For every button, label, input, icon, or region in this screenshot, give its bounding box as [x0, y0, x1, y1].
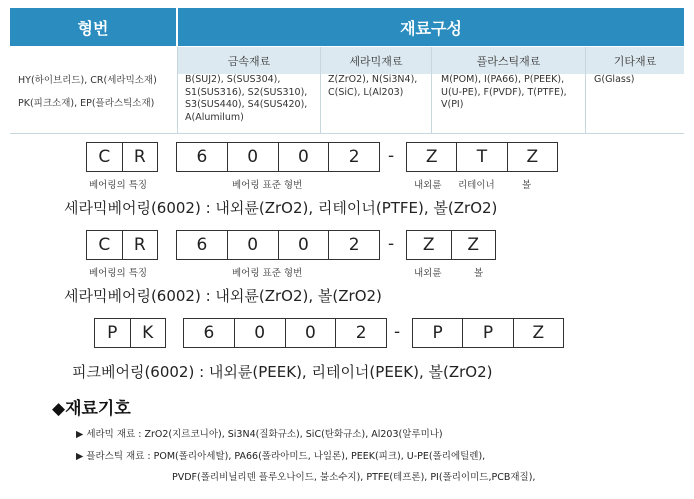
code2-number-box: [176, 230, 380, 260]
code3-prefix-box: [94, 318, 166, 348]
code-char: 6: [177, 143, 228, 171]
subheader-metal: 금속재료: [178, 47, 320, 74]
plastic-cell: [441, 74, 585, 132]
code-char: K: [142, 323, 154, 343]
table-bottom-border: [10, 133, 684, 134]
model-line: HY(하이브리드), CR(세라믹소재): [18, 75, 157, 86]
code-char: 6: [177, 231, 228, 259]
code-char: 0: [228, 231, 279, 259]
material-header: 재료구성: [178, 8, 684, 46]
code-dash: -: [388, 146, 395, 166]
code-dash: -: [394, 322, 401, 342]
other-cell: [594, 74, 684, 132]
code3-number-box: [183, 318, 387, 348]
code-char: 2: [348, 235, 360, 255]
subheader-other: 기타재료: [586, 47, 684, 74]
symbols-title: ◆재료기호: [52, 399, 131, 419]
symbols-item-plastic-continued: PVDF(폴리비닐리덴 플루오나이드, 불소수지), PTFE(테프론), PI(폴리이미드,PCB재질),: [172, 472, 536, 483]
code-char: Z: [526, 147, 539, 167]
other-line: G(Glass): [594, 74, 635, 85]
caption-suffix-2: 볼: [474, 268, 484, 279]
code2-suffix-box: [406, 230, 496, 260]
code2-prefix-box: [86, 230, 158, 260]
model-subheader-blank: [10, 47, 176, 74]
code1-suffix-box: [406, 142, 558, 172]
metal-line: A(Alumilum): [185, 111, 244, 123]
code-char: P: [463, 319, 513, 347]
code-char: Z: [407, 231, 452, 259]
code1-description: 세라믹베어링(6002) : 내외륜(ZrO2), 리테이너(PTFE), 볼(ZrO2): [64, 199, 498, 217]
table-divider: [431, 47, 432, 133]
subheader-plastic: 플라스틱재료: [432, 47, 585, 74]
ceramic-line: C(SiC), L(Al203): [328, 86, 404, 98]
code-char: R: [133, 147, 146, 167]
code-char: 2: [348, 147, 360, 167]
caption-suffix-1: 내외륜: [414, 180, 442, 191]
code1-number-box: [176, 142, 380, 172]
plastic-line: U(U-PE), F(PVDF), T(PTFE),: [441, 86, 567, 98]
code-char: Z: [532, 323, 545, 343]
code-char: Z: [407, 143, 457, 171]
code3-description: 피크베어링(6002) : 내외륜(PEEK), 리테이너(PEEK), 볼(ZrO2): [72, 363, 493, 381]
code-char: R: [133, 235, 146, 255]
plastic-line: V(PI): [441, 99, 464, 110]
model-line: PK(피크소재), EP(플라스틱소재): [18, 97, 155, 109]
caption-number: 베어링 표준 형번: [232, 180, 303, 191]
code-char: 0: [286, 319, 337, 347]
table-divider: [320, 47, 321, 133]
code-char: 0: [279, 143, 330, 171]
code-char: P: [95, 319, 131, 347]
metal-line: B(SUJ2), S(SUS304),: [185, 74, 281, 85]
code-char: P: [413, 319, 463, 347]
code-char: Z: [467, 235, 480, 255]
code2-description: 세라믹베어링(6002) : 내외륜(ZrO2), 볼(ZrO2): [64, 287, 382, 305]
code-char: 2: [355, 323, 367, 343]
code-char: 0: [228, 143, 279, 171]
symbols-item-ceramic: ▶ 세라믹 재료 : ZrO2(지르코니아), Si3N4(질화규소), SiC(탄화규소), Al203(알루미나): [76, 429, 443, 440]
metal-line: S3(SUS440), S4(SUS420),: [185, 99, 308, 110]
code-char: 0: [279, 231, 330, 259]
code3-suffix-box: [412, 318, 564, 348]
caption-number: 베어링 표준 형번: [232, 268, 303, 279]
caption-prefix: 베어링의 특징: [89, 268, 148, 279]
table-divider: [177, 47, 178, 133]
code-char: C: [87, 231, 123, 259]
ceramic-line: Z(ZrO2), N(Si3N4),: [328, 74, 418, 85]
code-char: C: [87, 143, 123, 171]
model-header: 형번: [10, 8, 176, 46]
ceramic-cell: [328, 74, 430, 132]
caption-prefix: 베어링의 특징: [89, 180, 148, 191]
metal-cell: [185, 74, 319, 132]
plastic-line: M(POM), I(PA66), P(PEEK),: [441, 74, 565, 85]
symbols-item-plastic: ▶ 플라스틱 재료 : POM(폴리아세탈), PA66(폴라아미드, 나일론), PEEK(피크), U-PE(폴리에틸렌),: [76, 451, 486, 462]
code1-prefix-box: [86, 142, 158, 172]
caption-suffix-2: 리테이너: [458, 180, 495, 191]
metal-line: S1(SUS316), S2(SUS310),: [185, 86, 308, 98]
code-char: 0: [235, 319, 286, 347]
code-char: T: [457, 143, 507, 171]
code-char: 6: [184, 319, 235, 347]
subheader-ceramic: 세라믹재료: [321, 47, 431, 74]
code-dash: -: [388, 234, 395, 254]
table-divider: [585, 47, 586, 133]
caption-suffix-1: 내외륜: [414, 268, 442, 279]
model-cell: [18, 75, 176, 133]
caption-suffix-3: 볼: [522, 180, 532, 191]
